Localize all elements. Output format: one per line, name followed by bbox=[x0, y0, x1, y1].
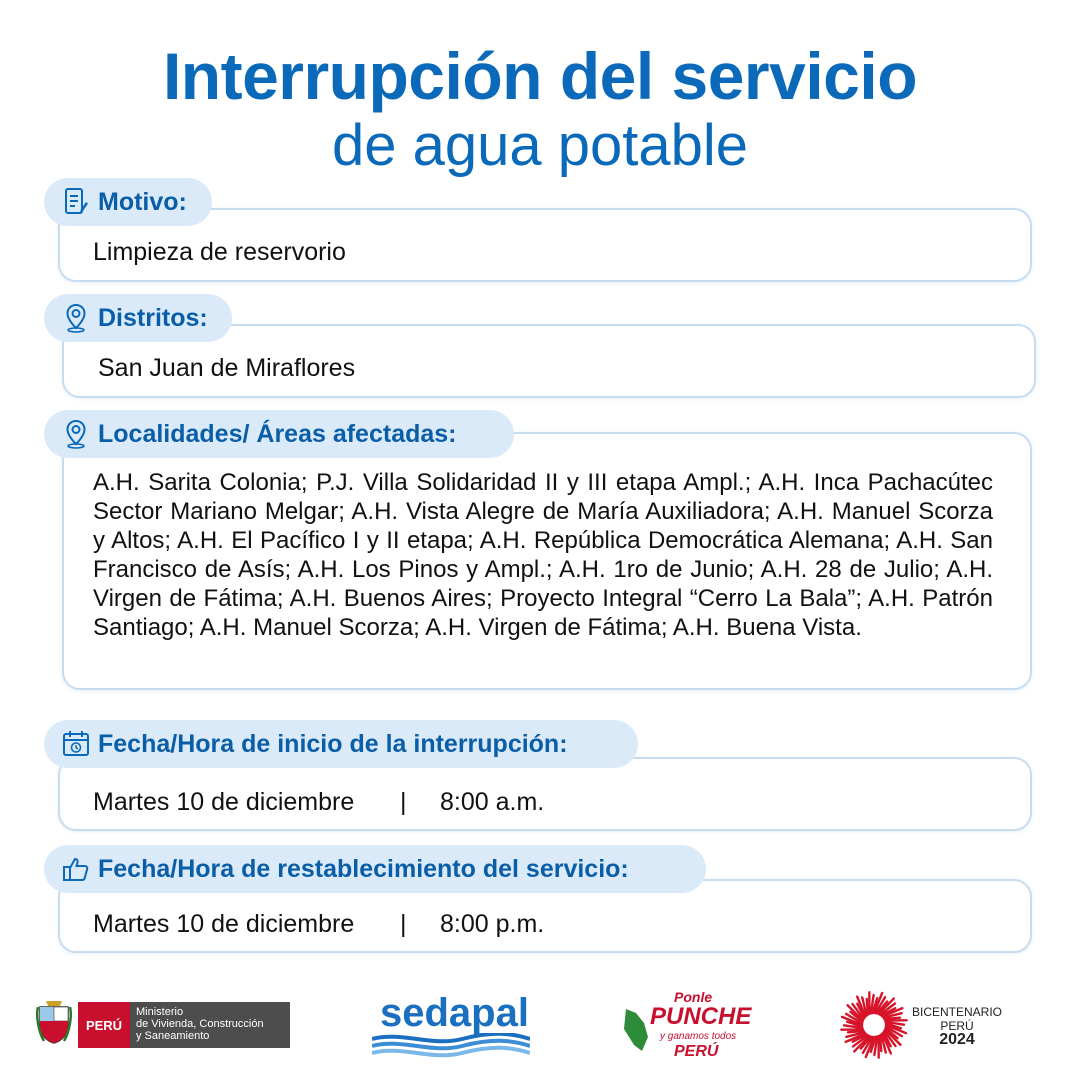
sedapal-logo-text: sedapal bbox=[380, 991, 529, 1035]
inicio-separator: | bbox=[400, 788, 407, 816]
ministerio-name-line1: Ministerio bbox=[136, 1006, 184, 1018]
motivo-pill bbox=[44, 178, 212, 226]
sedapal-waves-icon bbox=[372, 1033, 530, 1059]
calendar-clock-icon bbox=[62, 728, 90, 760]
bicentenario-sun-icon bbox=[838, 989, 910, 1061]
peru-text: PERÚ bbox=[674, 1043, 719, 1060]
bicentenario-year: 2024 bbox=[939, 1031, 975, 1048]
peru-coat-of-arms-icon bbox=[36, 997, 72, 1049]
peru-label: PERÚ bbox=[78, 1002, 130, 1048]
peru-map-icon bbox=[620, 1007, 650, 1053]
ponle-text: Ponle bbox=[674, 989, 713, 1005]
bicentenario-line1: BICENTENARIO bbox=[912, 1005, 1003, 1019]
ministerio-logo bbox=[78, 1002, 290, 1048]
restablecimiento-date: Martes 10 de diciembre bbox=[93, 910, 355, 938]
restablecimiento-separator: | bbox=[400, 910, 407, 938]
thumbs-up-icon bbox=[62, 853, 90, 885]
localidades-value: A.H. Sarita Colonia; P.J. Villa Solidaridad II y III etapa Ampl.; A.H. Inca Pachacútec Sector Mariano Melgar; A.H. Vista Alegre de María Auxiliadora; A.H. Manuel Scorza y Altos; A.H. El Pacífico I y II etapa; A.H. República Democrática Alemana; A.H. San Francisco de Asís; A.H. Los Pinos y Ampl.; A.H. 1ro de Junio; A.H. 28 de Julio; A.H. Virgen de Fátima; A.H. Buenos Aires; Proyecto Integral “Cerro La Bala”; A.H. Patrón Santiago; A.H. Manuel Scorza; A.H. Virgen de Fátima; A.H. Buena Vista. bbox=[93, 469, 993, 641]
inicio-date: Martes 10 de diciembre bbox=[93, 788, 355, 816]
inicio-pill bbox=[44, 720, 638, 768]
bicentenario-line2: PERÚ bbox=[940, 1019, 974, 1033]
motivo-value: Limpieza de reservorio bbox=[93, 238, 346, 266]
restablecimiento-pill bbox=[44, 845, 706, 893]
ministerio-name-line2: de Vivienda, Construcción bbox=[136, 1018, 264, 1030]
punche-text: PUNCHE bbox=[650, 1003, 752, 1030]
ministerio-name-line3: y Saneamiento bbox=[136, 1030, 210, 1042]
location-pin-icon bbox=[62, 302, 90, 334]
ponle-punche-logo bbox=[616, 989, 752, 1065]
distritos-pill bbox=[44, 294, 232, 342]
checklist-pen-icon bbox=[62, 186, 90, 218]
bicentenario-label bbox=[912, 1005, 1002, 1047]
page-title: Interrupción del servicio bbox=[162, 39, 918, 113]
restablecimiento-label: Fecha/Hora de restablecimiento del servicio: bbox=[98, 854, 629, 883]
ganamos-text: y ganamos todos bbox=[660, 1031, 737, 1042]
motivo-label: Motivo: bbox=[98, 187, 187, 216]
inicio-time: 8:00 a.m. bbox=[440, 788, 545, 816]
page-subtitle: de agua potable bbox=[331, 113, 749, 178]
footer-logos bbox=[0, 985, 1080, 1065]
ministerio-name bbox=[130, 1002, 290, 1048]
localidades-label: Localidades/ Áreas afectadas: bbox=[98, 419, 457, 448]
restablecimiento-time: 8:00 p.m. bbox=[440, 910, 545, 938]
localidades-pill bbox=[44, 410, 514, 458]
location-pin-icon bbox=[62, 418, 90, 450]
distritos-value: San Juan de Miraflores bbox=[98, 354, 356, 382]
distritos-label: Distritos: bbox=[98, 303, 208, 332]
inicio-label: Fecha/Hora de inicio de la interrupción: bbox=[98, 729, 568, 758]
